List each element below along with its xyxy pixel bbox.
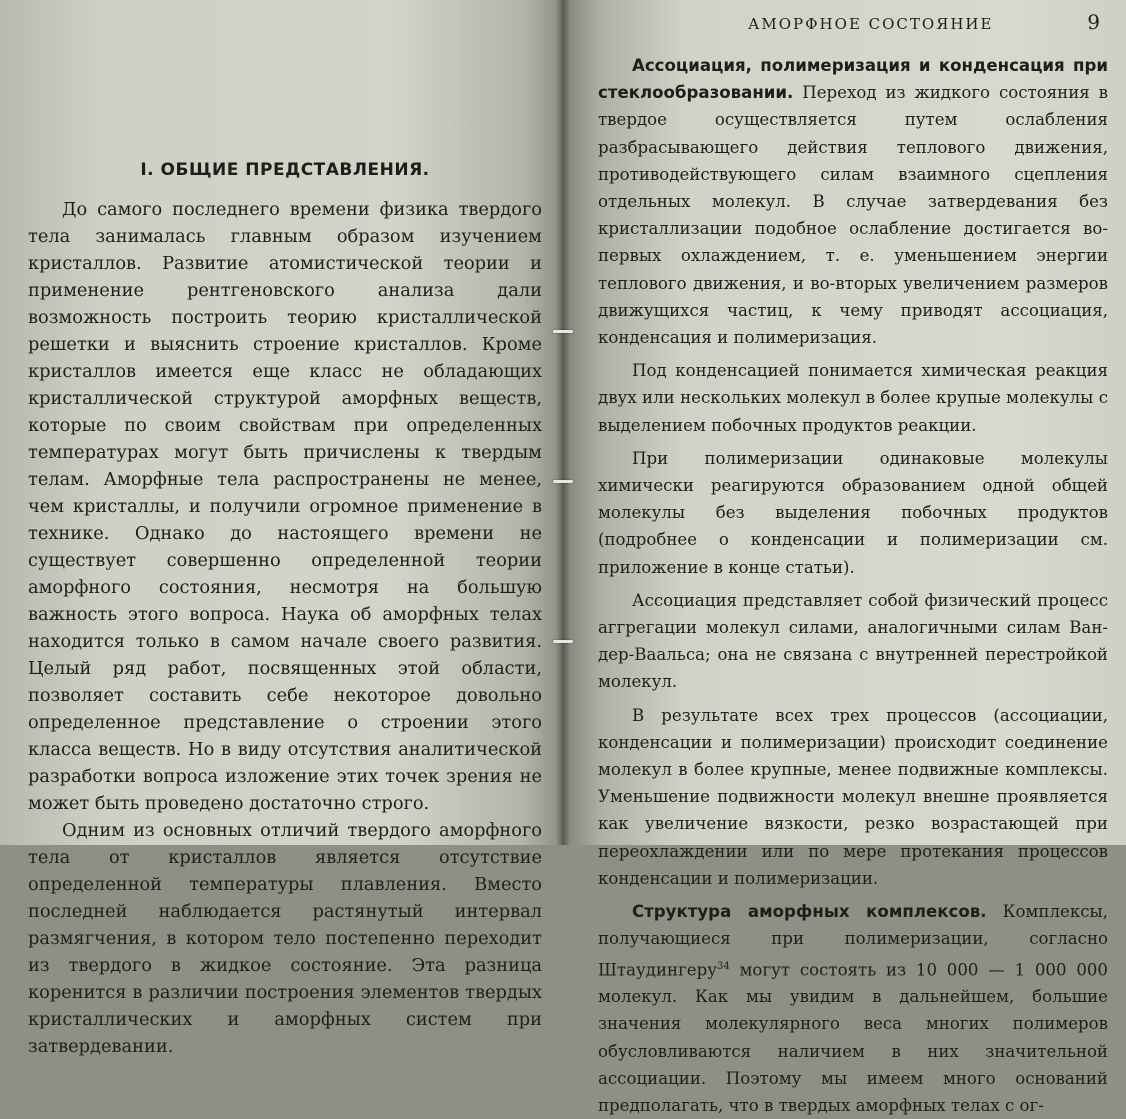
paragraph: Под конденсацией понимается химическая реакция двух или нескольких молекул в более крупые молекулы с выделением побочных продуктов реакции. xyxy=(598,361,1108,435)
paragraph-body: могут состоять из 10 000 — 1 000 000 молекул. Как мы увидим в дальнейшем, большие значения молекулярного веса многих полимеров обусловливаются наличием в них значительной ассоциации. Поэтому мы имеем много оснований предполагать, что в твердых аморфных телах с ог- xyxy=(598,960,1108,1116)
paragraph: Ассоциация представляет собой физический процесс аггрегации молекул силами, аналогичными силам Ван-дер-Ваальса; она не связана с внутренней перестройкой молекул. xyxy=(598,590,1108,692)
paragraph: До самого последнего времени физика твердого тела занималась главным образом изучением кристаллов. Развитие атомистической теории и применение рентгеновского анализа дали возможность построить теорию кристаллической решетки и выяснить строение кристаллов. Кроме кристаллов имеется еще класс не обладающих кристаллической структурой аморфных веществ, которые по своим свойствам при определенных температурах могут быть причислены к твердым телам. Аморфные тела распространены не менее, чем кристаллы, и получили огромное применение в технике. Однако до настоящего времени не существует совершенно определенной теории аморфного состояния, несмотря на большую важность этого вопроса. Наука об аморфных телах находится только в самом начале своего развития. Целый ряд работ, посвященных этой области, позволяет составить себе некоторое довольно определенное представление о строении этого класса веществ. Но в виду отсутствия аналитической разработки вопроса изложение этих точек зрения не может быть проведено достаточно строго. xyxy=(28,199,542,814)
paragraph-heading: Ассоциация, полимеризация и конденсация при стеклообразовании. xyxy=(598,56,1108,103)
paragraph: В результате всех трех процессов (ассоциации, конденсации и полимеризации) происходит соединение молекул в более крупные, менее подвижные комплексы. Уменьшение подвижности молекул внешне проявляется как увеличение вязкости, резко возрастающей при переохлаждении или по мере протекания процессов конденсации и полимеризации. xyxy=(598,705,1108,888)
paragraph-heading: Структура аморфных комплексов. xyxy=(632,902,987,922)
binding-stitch xyxy=(553,330,573,333)
paragraph xyxy=(598,898,1108,1119)
right-page xyxy=(562,0,1126,1116)
running-head xyxy=(748,10,1102,34)
left-page xyxy=(0,0,562,1057)
paragraph-body: Переход из жидкого состояния в твердое осуществляется путем ослабления разбрасывающего действия теплового движения, противодействующего силам взаимного сцепления отдельных молекул. В случае затвердевания без кристаллизации подобное ослабление достигается во-первых охлаждением, т. е. уменьшением энергии теплового движения, и во-вторых увеличением размеров движущихся частиц, к чему приводят ассоциация, конденсация и полимеризация. xyxy=(598,83,1108,348)
paragraph: Одним из основных отличий твердого аморфного тела от кристаллов является отсутствие определенной температуры плавления. Вместо последней наблюдается растянутый интервал размягчения, в котором тело постепенно переходит из твердого в жидкое состояние. Эта разница коренится в различии построения элементов твердых кристаллических и аморфных систем при затвердевании. xyxy=(28,820,542,1057)
binding-stitch xyxy=(553,640,573,643)
running-head-title: АМОРФНОЕ СОСТОЯНИЕ xyxy=(748,15,994,33)
paragraph: При полимеризации одинаковые молекулы химически реагируются образованием одной общей молекулы без выделения побочных продуктов (подробнее о конденсации и полимеризации см. приложение в конце статьи). xyxy=(598,448,1108,577)
footnote-ref: 34 xyxy=(717,960,730,972)
paragraph xyxy=(598,52,1108,351)
binding-stitch xyxy=(553,480,573,483)
page-number: 9 xyxy=(1087,10,1102,34)
paragraph-body: Комплексы, получающиеся при полимеризации, согласно Штаудингеру xyxy=(598,902,1108,980)
book-spine xyxy=(556,0,570,845)
section-title: I. ОБЩИЕ ПРЕДСТАВЛЕНИЯ. xyxy=(140,160,430,180)
